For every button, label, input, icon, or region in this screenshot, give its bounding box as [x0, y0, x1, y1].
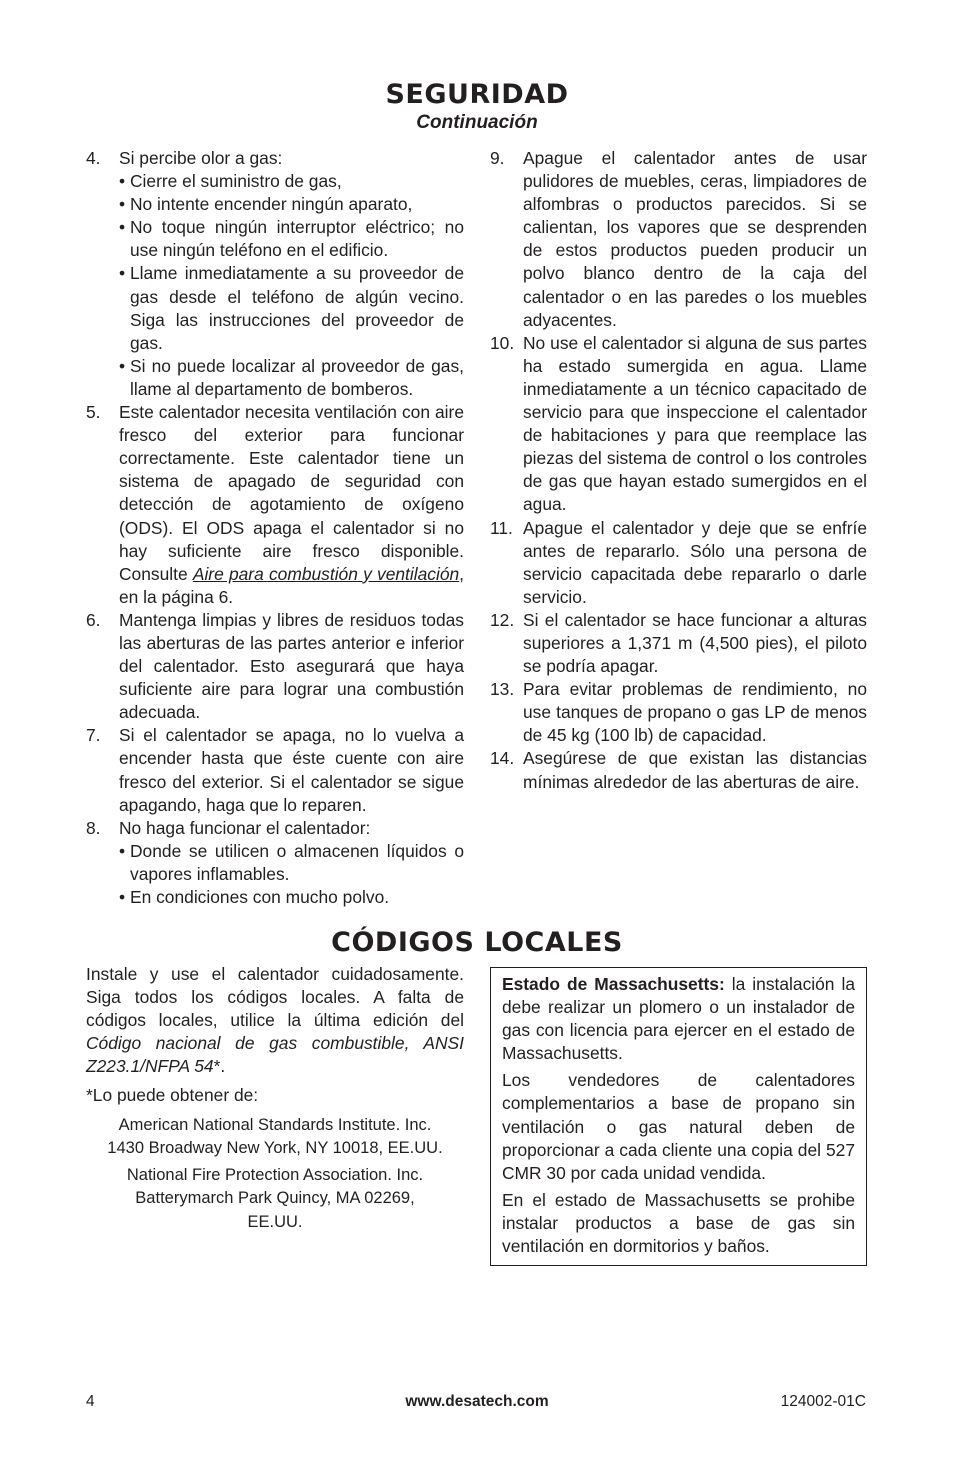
bullet-list — [119, 840, 464, 909]
list-item-11 — [490, 517, 867, 609]
cross-reference-link[interactable]: Aire para combustión y ventilación — [192, 563, 460, 584]
item-text: No use el calentador si alguna de sus partes ha estado sumergida en agua. Llame inmediatamente a un técnico capacitado de servicio para que inspeccione el calentador de habitaciones y para que reemplace las piezas del sistema de control o los controles de gas que hayan estado sumergidos en el agua. — [523, 332, 867, 515]
item-number: 5. — [86, 402, 101, 423]
left-column — [86, 147, 464, 909]
list-item-13 — [490, 678, 867, 747]
codes-intro: Instale y use el calentador cuidadosamente. Siga todos los códigos locales. A falta de códigos locales, utilice la última edición del Código nacional de gas combustible, ANSI Z223.1/NFPA 54*. — [86, 964, 464, 1077]
codes-left-column — [86, 963, 464, 1238]
notice-paragraph-1: Estado de Massachusetts: la instalación la debe realizar un plomero o un instalador de gas con licencia para ejercer en el estado de Massachusetts. — [502, 974, 856, 1064]
list-item-10 — [490, 332, 867, 517]
massachusetts-notice-box — [490, 967, 867, 1266]
item-number: 7. — [86, 725, 101, 746]
bullet-item: • En condiciones con mucho polvo. — [119, 886, 464, 909]
bullet-item: • No toque ningún interruptor eléctrico; no use ningún teléfono en el edificio. — [119, 216, 464, 262]
item-text: Si el calentador se hace funcionar a alturas superiores a 1,371 m (4,500 pies), el piloto se podría apagar. — [523, 609, 867, 677]
item-text: Asegúrese de que existan las distancias mínimas alrededor de las aberturas de aire. — [523, 748, 867, 792]
address-nfpa: National Fire Protection Association. Inc. Batterymarch Park Quincy, MA 02269, EE.UU. — [126, 1166, 424, 1231]
item-number: 8. — [86, 817, 101, 838]
item-text: Para evitar problemas de rendimiento, no use tanques de propano o gas LP de menos de 45 kg (100 lb) de capacidad. — [523, 679, 867, 746]
list-item-9 — [490, 147, 867, 332]
item-number: 6. — [86, 609, 101, 630]
section-title-seguridad: SEGURIDAD — [385, 79, 569, 110]
bullet-item: • Llame inmediatamente a su proveedor de gas desde el teléfono de algún vecino. Siga las instrucciones del proveedor de gas. — [119, 262, 464, 354]
item-number: 10. — [490, 332, 515, 353]
section-subtitle: Continuación — [416, 112, 538, 133]
bullet-item: • Si no puede localizar al proveedor de gas, llame al departamento de bomberos. — [119, 355, 464, 401]
page-number: 4 — [86, 1393, 95, 1410]
item-number: 14. — [490, 748, 515, 769]
item-text: Mantenga limpias y libres de residuos todas las aberturas de las partes anterior e inferior del calentador. Esto asegurará que haya suficiente aire para lograr una combustión adecuada. — [119, 609, 464, 723]
item-number: 9. — [490, 148, 505, 168]
item-text: Si percibe olor a gas: — [119, 148, 283, 168]
item-number: 4. — [86, 148, 101, 168]
document-code: 124002-01C — [780, 1393, 866, 1410]
item-text: Apague el calentador y deje que se enfríe antes de repararlo. Sólo una persona de servicio capacitada debe repararlo o darle servicio. — [523, 517, 867, 607]
list-item-5 — [86, 401, 464, 609]
list-item-6 — [86, 609, 464, 724]
list-item-7 — [86, 724, 464, 816]
bullet-item: • Cierre el suministro de gas, — [119, 170, 464, 193]
bullet-item: • Donde se utilicen o almacenen líquidos o vapores inflamables. — [119, 840, 464, 886]
bullet-item: • No intente encender ningún aparato, — [119, 193, 464, 216]
list-item-8 — [86, 817, 464, 909]
website-url: www.desatech.com — [405, 1393, 549, 1410]
bullet-list — [119, 170, 464, 401]
item-text: Si el calentador se apaga, no lo vuelva a encender hasta que éste cuente con aire fresco del exterior. Si el calentador se sigue apagando, haga que lo reparen. — [119, 725, 464, 815]
item-text: No haga funcionar el calentador: — [119, 817, 371, 838]
item-number: 12. — [490, 609, 515, 630]
item-number: 11. — [490, 517, 513, 538]
obtain-note: *Lo puede obtener de: — [86, 1085, 259, 1106]
notice-paragraph-3: En el estado de Massachusetts se prohibe instalar productos a base de gas sin ventilación en dormitorios y baños. — [502, 1189, 855, 1257]
list-item-14 — [490, 747, 867, 793]
right-column — [490, 147, 867, 794]
item-text: Apague el calentador antes de usar pulidores de muebles, ceras, limpiadores de alfombras o productos parecidos. Si se calientan, los vapores que se desprenden de estos productos pueden producir un polvo blanco dentro de la caja del calentador o en las paredes o los muebles adyacentes. — [523, 148, 867, 330]
list-item-12 — [490, 609, 867, 678]
list-item-4 — [86, 147, 464, 401]
address-ansi: American National Standards Institute. Inc. 1430 Broadway New York, NY 10018, EE.UU. — [107, 1115, 443, 1157]
item-number: 13. — [490, 679, 515, 700]
item-text: Este calentador necesita ventilación con aire fresco del exterior para funcionar correctamente. Este calentador tiene un sistema de apagado de seguridad con detección de agotamiento de oxígeno (ODS). El ODS apaga el calentador si no hay suficiente aire fresco disponible. Consulte Aire para combustión y ventilación, en la página 6. — [119, 402, 465, 607]
section-title-codigos-locales: CÓDIGOS LOCALES — [331, 927, 623, 958]
notice-paragraph-2: Los vendedores de calentadores complementarios a base de propano sin ventilación o gas natural deben de proporcionar a cada cliente una copia del 527 CMR 30 por cada unidad vendida. — [502, 1070, 855, 1183]
